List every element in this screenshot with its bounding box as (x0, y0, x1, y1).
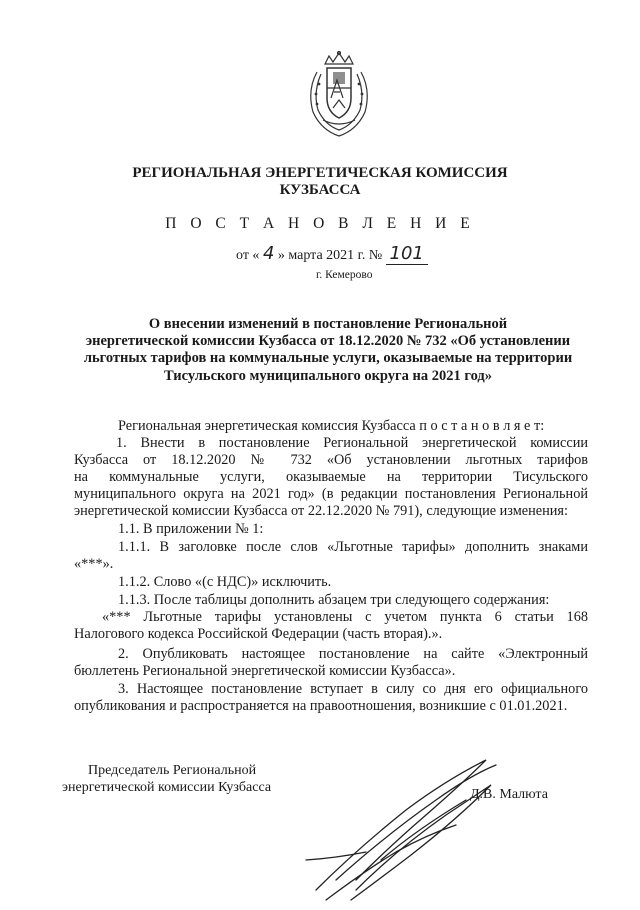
quoted-footnote: «*** Льготные тарифы установлены с учетом пункта 6 статьи 168 (102, 609, 588, 625)
paragraph-1: муниципального округа на 2021 год» (в редакции постановления Региональной (74, 486, 588, 502)
subject-line: О внесении изменений в постановление Региональной (148, 316, 508, 332)
paragraph-1-1-1: 1.1.1. В заголовке после слов «Льготные тарифы» дополнить знаками (118, 539, 588, 555)
date-prefix: от « (236, 248, 260, 263)
document-number: 101 (386, 243, 428, 265)
city: г. Кемерово (316, 269, 373, 281)
paragraph-1-1-1: «***». (74, 556, 114, 572)
subject-line: энергетической комиссии Кузбасса от 18.12.2020 № 732 «Об установлении (85, 333, 571, 350)
signatory-name: Д.В. Малюта (470, 787, 548, 802)
signatory-title (62, 779, 271, 797)
kuzbass-coat-of-arms-icon (303, 50, 375, 138)
subject-line: льготных тарифов на коммунальные услуги, оказываемые на территории (83, 350, 573, 367)
paragraph-2: 2. Опубликовать настоящее постановление на сайте «Электронный (118, 646, 588, 662)
org-title-line2: КУЗБАССА (279, 182, 361, 198)
signatory-title (88, 762, 256, 780)
paragraph-3: опубликования и распространяется на правоотношения, возникшие с 01.01.2021. (74, 698, 568, 714)
signatory-title-line: энергетической комиссии Кузбасса (62, 780, 272, 795)
handwritten-signature (296, 740, 506, 910)
date-line (236, 243, 428, 265)
paragraph-1-1-2: 1.1.2. Слово «(с НДС)» исключить. (118, 574, 332, 590)
document-type: П О С Т А Н О В Л Е Н И Е (165, 215, 475, 232)
paragraph-3: 3. Настоящее постановление вступает в силу со дня его официального (118, 681, 588, 697)
paragraph-1: энергетической комиссии Кузбасса от 22.12.2020 № 791), следующие изменения: (74, 503, 568, 519)
paragraph-1-1: 1.1. В приложении № 1: (118, 521, 264, 537)
paragraph-2: бюллетень Региональной энергетической комиссии Кузбасса». (74, 663, 456, 679)
intro-paragraph: Региональная энергетическая комиссия Кузбасса п о с т а н о в л я е т: (118, 418, 545, 434)
paragraph-1: Кузбасса от 18.12.2020 № 732 «Об установлении льготных тарифов (74, 452, 588, 468)
paragraph-1-1-3: 1.1.3. После таблицы дополнить абзацем три следующего содержания: (118, 592, 550, 608)
org-title-line1: РЕГИОНАЛЬНАЯ ЭНЕРГЕТИЧЕСКАЯ КОМИССИЯ (132, 165, 508, 181)
date-middle: » марта 2021 г. № (277, 248, 383, 263)
subject-line: Тисульского муниципального округа на 2021 год» (163, 367, 492, 384)
paragraph-1: на коммунальные услуги, оказываемые на территории Тисульского (74, 469, 588, 485)
paragraph-1: 1. Внести в постановление Региональной энергетической комиссии (116, 435, 588, 451)
signatory-title-line: Председатель Региональной (88, 763, 257, 778)
document-subject (68, 316, 588, 385)
quoted-footnote: Налогового кодекса Российской Федерации (часть вторая).». (74, 626, 443, 642)
date-day: 4 (262, 243, 275, 264)
